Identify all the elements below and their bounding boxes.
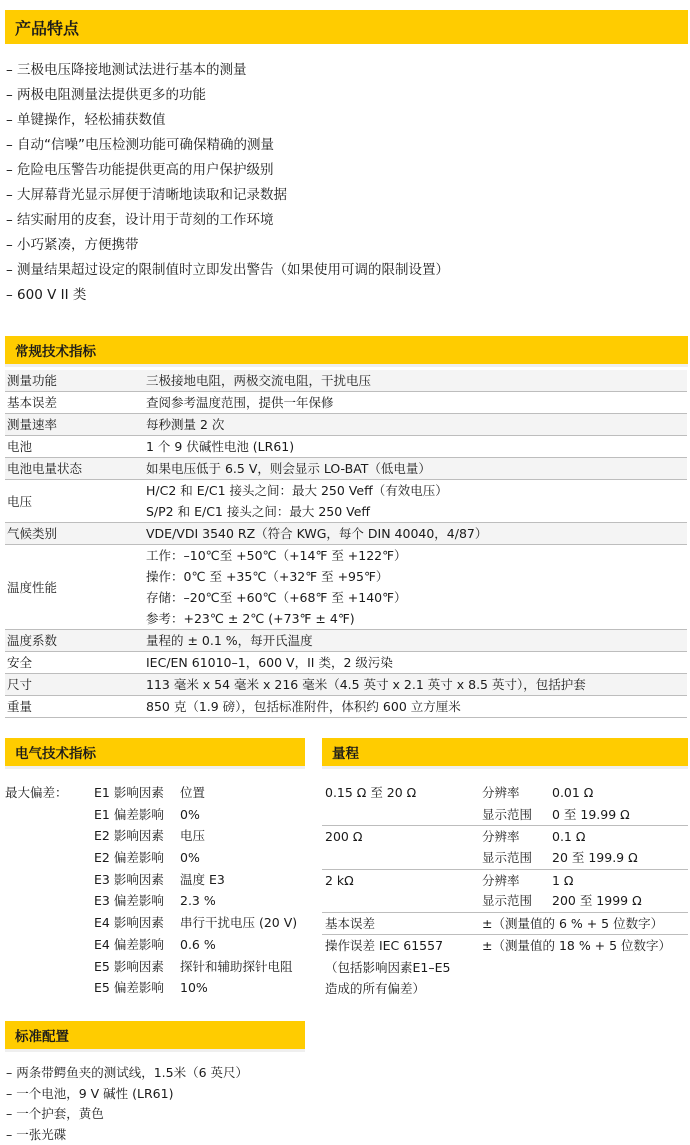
display-label: 显示范围: [482, 893, 533, 909]
resolution-label: 分辨率: [482, 829, 520, 845]
table-row: [322, 804, 688, 826]
spec-label: 测量功能: [5, 370, 144, 392]
features-list: [6, 58, 449, 308]
resolution-label: 分辨率: [482, 872, 520, 888]
table-row: [5, 545, 687, 630]
list-item: [5, 977, 305, 999]
basic-error-value: ±（测量值的 6 % + 5 位数字）: [482, 916, 664, 932]
resolution-value: 0.01 Ω: [552, 785, 594, 800]
table-row: [5, 630, 687, 652]
list-item: [5, 869, 305, 891]
table-row: [322, 869, 688, 891]
list-item: – 两条带鳄鱼夹的测试线，1.5米（6 英尺）: [6, 1065, 249, 1080]
spec-value: [144, 545, 687, 630]
table-row: [5, 652, 687, 674]
factor-value: 0%: [180, 850, 200, 866]
op-error-value: ±（测量值的 18 % + 5 位数字）: [482, 937, 672, 953]
resolution-value: 1 Ω: [552, 872, 574, 888]
resolution-label: 分辨率: [482, 785, 520, 800]
list-item: [5, 804, 305, 826]
spec-label: 气候类别: [5, 523, 144, 545]
factor-name: E5 偏差影响: [94, 980, 164, 996]
general-specs-title: 常规技术指标: [15, 344, 96, 360]
factor-value: 0%: [180, 806, 200, 822]
range-header: [322, 738, 688, 766]
list-item: – 三极电压降接地测试法进行基本的测量: [6, 62, 247, 78]
spec-value-line: 参考：+23℃ ± 2℃ (+73℉ ± 4℉): [146, 611, 355, 626]
list-item: [5, 847, 305, 869]
spec-value-line: 850 克（1.9 磅），包括标准附件，体积约 600 立方厘米: [146, 699, 461, 714]
spec-value: [144, 458, 687, 480]
spec-value: [144, 674, 687, 696]
standard-list: [6, 1063, 248, 1145]
list-item: [5, 890, 305, 912]
spec-value-line: 查阅参考温度范围，提供一年保修: [146, 395, 334, 410]
op-error-label-line: 操作误差 IEC 61557: [325, 937, 444, 953]
factor-name: E4 影响因素: [94, 915, 164, 931]
table-row: [5, 458, 687, 480]
features-header: [5, 10, 688, 44]
display-value: 200 至 1999 Ω: [552, 893, 642, 909]
range-value: 200 Ω: [325, 829, 363, 845]
table-row: [5, 523, 687, 545]
spec-value-line: 1 个 9 伏碱性电池 (LR61): [146, 439, 295, 454]
factor-value: 10%: [180, 980, 208, 996]
list-item: [5, 825, 305, 847]
spec-value-line: 每秒测量 2 次: [146, 417, 225, 432]
spec-value-line: VDE/VDI 3540 RZ（符合 KWG，每个 DIN 40040，4/87）: [146, 526, 488, 541]
general-specs-header: [5, 336, 688, 364]
table-row: [5, 436, 687, 458]
factor-name: E3 偏差影响: [94, 893, 164, 909]
list-item: – 大屏幕背光显示屏便于清晰地读取和记录数据: [6, 187, 288, 203]
table-row: [322, 782, 688, 804]
spec-value: [144, 696, 687, 718]
list-item: – 一个护套，黄色: [6, 1106, 104, 1121]
spec-value-line: 量程的 ± 0.1 %，每开氏温度: [146, 633, 313, 648]
list-item: [5, 912, 305, 934]
spec-label: 安全: [5, 652, 144, 674]
factor-value: 串行干扰电压 (20 V): [180, 915, 298, 931]
range-title: 量程: [332, 746, 359, 762]
factor-name: E1 影响因素: [94, 785, 164, 800]
table-row: [322, 825, 688, 847]
electrical-list: [5, 782, 305, 999]
spec-label: 电池: [5, 436, 144, 458]
table-row: [322, 912, 688, 934]
spec-label: 温度系数: [5, 630, 144, 652]
max-deviation-label: 最大偏差：: [5, 785, 68, 800]
table-row: [322, 890, 688, 912]
list-item: – 单键操作，轻松捕获数值: [6, 112, 166, 128]
spec-value: [144, 523, 687, 545]
list-item: – 一张光碟: [6, 1126, 67, 1142]
spec-value-line: 113 毫米 x 54 毫米 x 216 毫米（4.5 英寸 x 2.1 英寸 x 8.5 英寸），包括护套: [146, 677, 586, 692]
spec-value-line: 三极接地电阻，两极交流电阻，干扰电压: [146, 373, 372, 388]
table-row: [322, 847, 688, 869]
factor-value: 探针和辅助探针电阻: [180, 958, 293, 974]
factor-name: E4 偏差影响: [94, 936, 164, 952]
features-title: 产品特点: [15, 18, 80, 38]
factor-value: 2.3 %: [180, 893, 216, 909]
list-item: [5, 934, 305, 956]
spec-label: 基本误差: [5, 392, 144, 414]
list-item: – 一个电池，9 V 碱性 (LR61): [6, 1085, 174, 1101]
range-table: [322, 782, 688, 1000]
display-value: 20 至 199.9 Ω: [552, 850, 638, 866]
display-value: 0 至 19.99 Ω: [552, 806, 630, 822]
list-item: [5, 782, 305, 804]
op-error-label-line: （包括影响因素E1–E5: [325, 959, 451, 975]
spec-value: [144, 414, 687, 436]
range-value: 0.15 Ω 至 20 Ω: [325, 785, 417, 800]
list-item: – 小巧紧凑，方便携带: [6, 237, 139, 253]
resolution-value: 0.1 Ω: [552, 829, 586, 845]
basic-error-label: 基本误差: [325, 916, 376, 932]
spec-label: 尺寸: [5, 674, 144, 696]
factor-name: E1 偏差影响: [94, 806, 164, 822]
factor-value: 温度 E3: [180, 871, 225, 887]
factor-value: 电压: [180, 828, 206, 844]
op-error-label: [325, 935, 450, 1000]
table-row: [322, 934, 688, 1000]
electrical-header: [5, 738, 305, 766]
factor-name: E3 影响因素: [94, 871, 164, 887]
spec-value-line: IEC/EN 61010–1，600 V，II 类，2 级污染: [146, 655, 393, 670]
list-item: – 自动“信噪”电压检测功能可确保精确的测量: [6, 137, 275, 153]
op-error-label-line: 造成的所有偏差）: [325, 981, 426, 997]
list-item: – 600 V II 类: [6, 287, 87, 303]
electrical-title: 电气技术指标: [15, 746, 96, 762]
spec-value-line: 存储：–20℃至 +60℃（+68℉ 至 +140℉）: [146, 590, 407, 605]
standard-header: [5, 1021, 305, 1049]
general-specs-table: [5, 370, 687, 718]
factor-name: E5 影响因素: [94, 958, 164, 974]
spec-value-line: S/P2 和 E/C1 接头之间：最大 250 Veff: [146, 504, 371, 519]
spec-value: [144, 370, 687, 392]
table-row: [5, 480, 687, 523]
factor-name: E2 影响因素: [94, 828, 164, 844]
spec-label: 电池电量状态: [5, 458, 144, 480]
list-item: – 两极电阻测量法提供更多的功能: [6, 87, 207, 103]
list-item: [5, 956, 305, 978]
table-row: [5, 696, 687, 718]
display-label: 显示范围: [482, 850, 533, 866]
spec-label: 重量: [5, 696, 144, 718]
spec-label: 电压: [5, 480, 144, 523]
spec-value: [144, 436, 687, 458]
list-item: – 危险电压警告功能提供更高的用户保护级别: [6, 162, 274, 178]
table-row: [5, 674, 687, 696]
spec-value-line: 工作：–10℃至 +50℃（+14℉ 至 +122℉）: [146, 548, 407, 563]
standard-title: 标准配置: [15, 1029, 69, 1045]
factor-value: 位置: [180, 785, 206, 800]
factor-name: E2 偏差影响: [94, 850, 164, 866]
spec-value-line: 操作：0℃ 至 +35℃（+32℉ 至 +95℉）: [146, 569, 389, 584]
spec-label: 测量速率: [5, 414, 144, 436]
table-row: [5, 392, 687, 414]
spec-value: [144, 630, 687, 652]
spec-value: [144, 480, 687, 523]
spec-value: [144, 392, 687, 414]
range-value: 2 kΩ: [325, 872, 354, 888]
table-row: [5, 370, 687, 392]
table-row: [5, 414, 687, 436]
spec-value: [144, 652, 687, 674]
list-item: – 结实耐用的皮套，设计用于苛刻的工作环境: [6, 212, 274, 228]
list-item: – 测量结果超过设定的限制值时立即发出警告（如果使用可调的限制设置）: [6, 262, 450, 278]
spec-label: 温度性能: [5, 545, 144, 630]
spec-value-line: 如果电压低于 6.5 V，则会显示 LO-BAT（低电量）: [146, 461, 431, 476]
spec-value-line: H/C2 和 E/C1 接头之间：最大 250 Veff（有效电压）: [146, 483, 448, 498]
display-label: 显示范围: [482, 806, 533, 822]
factor-value: 0.6 %: [180, 936, 216, 952]
